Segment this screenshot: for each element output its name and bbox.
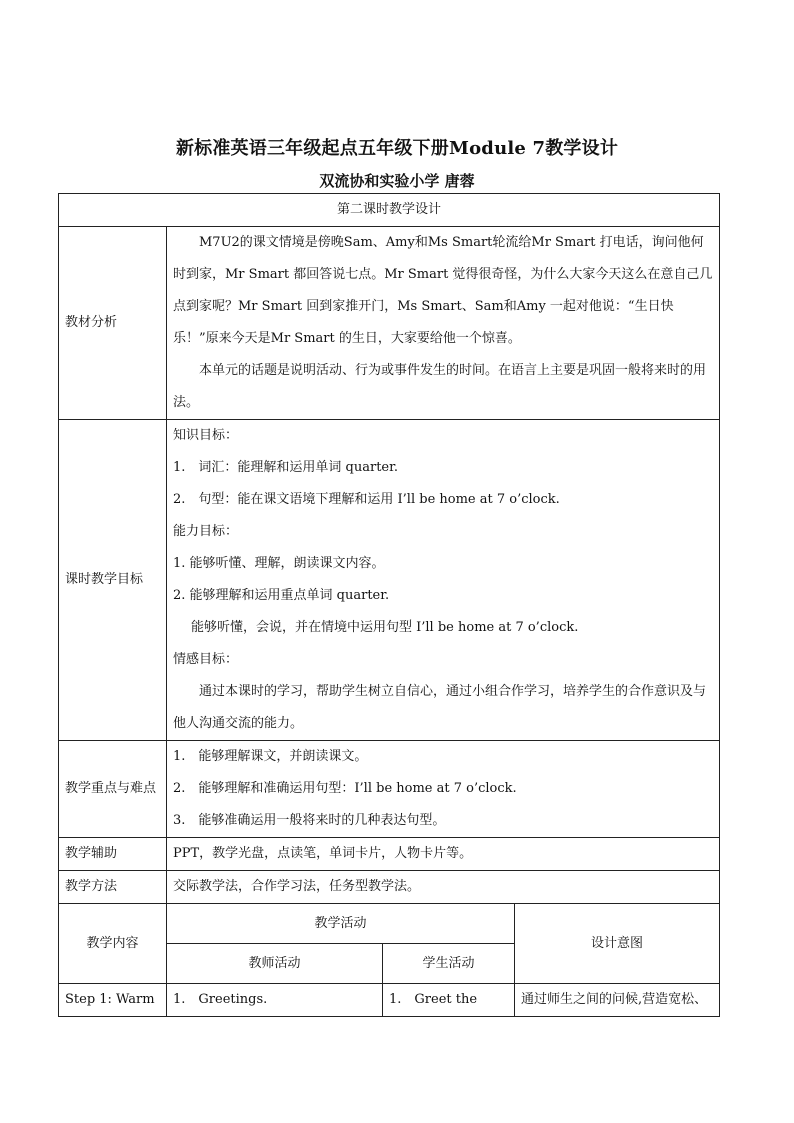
- ability-item-2: 2. 能够理解和运用重点单词 quarter.: [173, 588, 390, 603]
- methods-value: 交际教学法，合作学习法，任务型教学法。: [167, 871, 720, 904]
- intent-header: 设计意图: [515, 904, 720, 984]
- ability-item-3: 能够听懂，会说，并在情境中运用句型 I’ll be home at 7 o’clock.: [191, 620, 579, 635]
- ability-title: 能力目标：: [173, 524, 239, 539]
- emotion-item-1: 通过本课时的学习，帮助学生树立自信心，通过小组合作学习，培养学生的合作意识及与他人沟通交流的能力。: [173, 684, 707, 731]
- step1-teacher: 1. Greetings.: [167, 984, 383, 1017]
- activities-header: 教学活动: [167, 904, 515, 944]
- objectives-row: [59, 420, 720, 741]
- content-header-row-1: [59, 904, 720, 944]
- aids-value: PPT，教学光盘，点读笔，单词卡片，人物卡片等。: [167, 838, 720, 871]
- key-points-row: [59, 741, 720, 838]
- teacher-activity-header: 教师活动: [167, 944, 383, 984]
- table-header-row: [59, 194, 720, 227]
- material-row: [59, 227, 720, 420]
- aids-label: 教学辅助: [59, 838, 167, 871]
- material-content: [167, 227, 720, 420]
- step1-intent: 通过师生之间的问候,营造宽松、: [515, 984, 720, 1017]
- knowledge-title: 知识目标：: [173, 428, 239, 443]
- objectives-content: [167, 420, 720, 741]
- knowledge-item-2: 2. 句型：能在课文语境下理解和运用 I’ll be home at 7 o’clock.: [173, 492, 560, 507]
- objectives-label: 课时教学目标: [59, 420, 167, 741]
- step1-row: [59, 984, 720, 1017]
- student-activity-header: 学生活动: [383, 944, 515, 984]
- content-header: 教学内容: [59, 904, 167, 984]
- document-subtitle: 双流协和实验小学 唐蓉: [319, 172, 475, 190]
- methods-row: [59, 871, 720, 904]
- material-paragraph-2: 本单元的话题是说明活动、行为或事件发生的时间。在语言上主要是巩固一般将来时的用法。: [173, 363, 707, 410]
- emotion-title: 情感目标：: [173, 652, 239, 667]
- knowledge-item-1: 1. 词汇：能理解和运用单词 quarter.: [173, 460, 399, 475]
- key-points-content: [167, 741, 720, 838]
- table-header: 第二课时教学设计: [59, 194, 720, 227]
- key-point-1: 1. 能够理解课文，并朗读课文。: [173, 749, 368, 764]
- material-label: 教材分析: [59, 227, 167, 420]
- ability-item-1: 1. 能够听懂、理解，朗读课文内容。: [173, 556, 385, 571]
- lesson-plan-table: [58, 193, 720, 1017]
- document-title: 新标准英语三年级起点五年级下册Module 7教学设计: [175, 138, 619, 159]
- key-points-label: 教学重点与难点: [59, 741, 167, 838]
- step1-label: Step 1: Warm: [59, 984, 167, 1017]
- aids-row: [59, 838, 720, 871]
- key-point-3: 3. 能够准确运用一般将来时的几种表达句型。: [173, 813, 446, 828]
- material-paragraph-1: M7U2的课文情境是傍晚Sam、Amy和Ms Smart轮流给Mr Smart 打电话，询问他何时到家，Mr Smart 都回答说七点。Mr Smart 觉得很奇怪，为什么大家今天这么在意自己几点到家呢？Mr Smart 回到家推开门，Ms Smart、Sam和Amy 一起对他说：“生日快乐！”原来今天是Mr Smart 的生日，大家要给他一个惊喜。: [173, 235, 713, 346]
- methods-label: 教学方法: [59, 871, 167, 904]
- key-point-2: 2. 能够理解和准确运用句型：I’ll be home at 7 o’clock.: [173, 781, 517, 796]
- step1-student: 1. Greet the: [383, 984, 515, 1017]
